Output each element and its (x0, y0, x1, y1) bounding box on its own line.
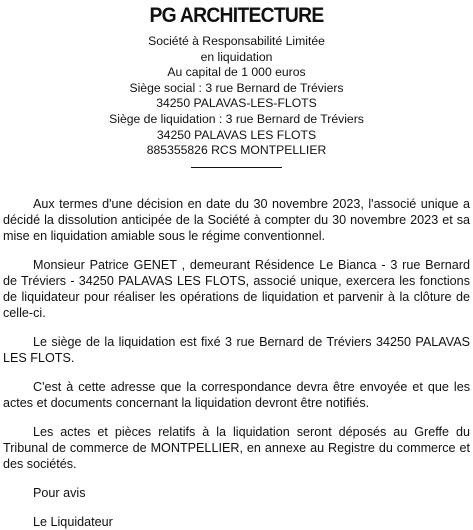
company-name: PG ARCHITECTURE (149, 4, 324, 27)
company-status: en liquidation (200, 49, 273, 64)
closing-signature: Le Liquidateur (33, 514, 113, 529)
paragraph-correspondence: C'est à cette adresse que la correspondance devra être envoyée et que les actes et documents concernant la liquidation devront être notifiés. (3, 379, 470, 410)
notice-body (3, 196, 470, 530)
rcs-number: 885355826 RCS MONTPELLIER (146, 143, 327, 158)
registered-office-city: 34250 PALAVAS-LES-FLOTS (156, 96, 317, 111)
paragraph-decision: Aux termes d'une décision en date du 30 novembre 2023, l'associé unique a décidé la dissolution anticipée de la Société à compter du 30 novembre 2023 et sa mise en liquidation amiable sous le régime conventionnel. (3, 196, 470, 243)
company-capital: Au capital de 1 000 euros (167, 65, 306, 80)
paragraph-filing: Les actes et pièces relatifs à la liquidation seront déposés au Greffe du Tribunal de commerce de MONTPELLIER, en annexe au Registre du commerce et des sociétés. (3, 424, 470, 471)
liquidation-office: Siège de liquidation : 3 rue Bernard de Tréviers (109, 111, 364, 126)
liquidation-office-city: 34250 PALAVAS LES FLOTS (156, 127, 317, 142)
company-details (3, 34, 470, 159)
registered-office: Siège social : 3 rue Bernard de Tréviers (129, 80, 344, 95)
paragraph-liquidation-seat: Le siège de la liquidation est fixé 3 rue Bernard de Tréviers 34250 PALAVAS LES FLOTS. (3, 334, 470, 365)
company-legal-form: Société à Responsabilité Limitée (148, 34, 325, 48)
paragraph-liquidator: Monsieur Patrice GENET , demeurant Résidence Le Bianca - 3 rue Bernard de Tréviers - 34250 PALAVAS LES FLOTS, associé unique, exercera les fonctions de liquidateur pour réaliser les opérations de liquidation et parvenir à la clôture de celle-ci. (3, 257, 470, 320)
closing-pour-avis: Pour avis (33, 485, 86, 500)
separator-rule (191, 167, 282, 168)
